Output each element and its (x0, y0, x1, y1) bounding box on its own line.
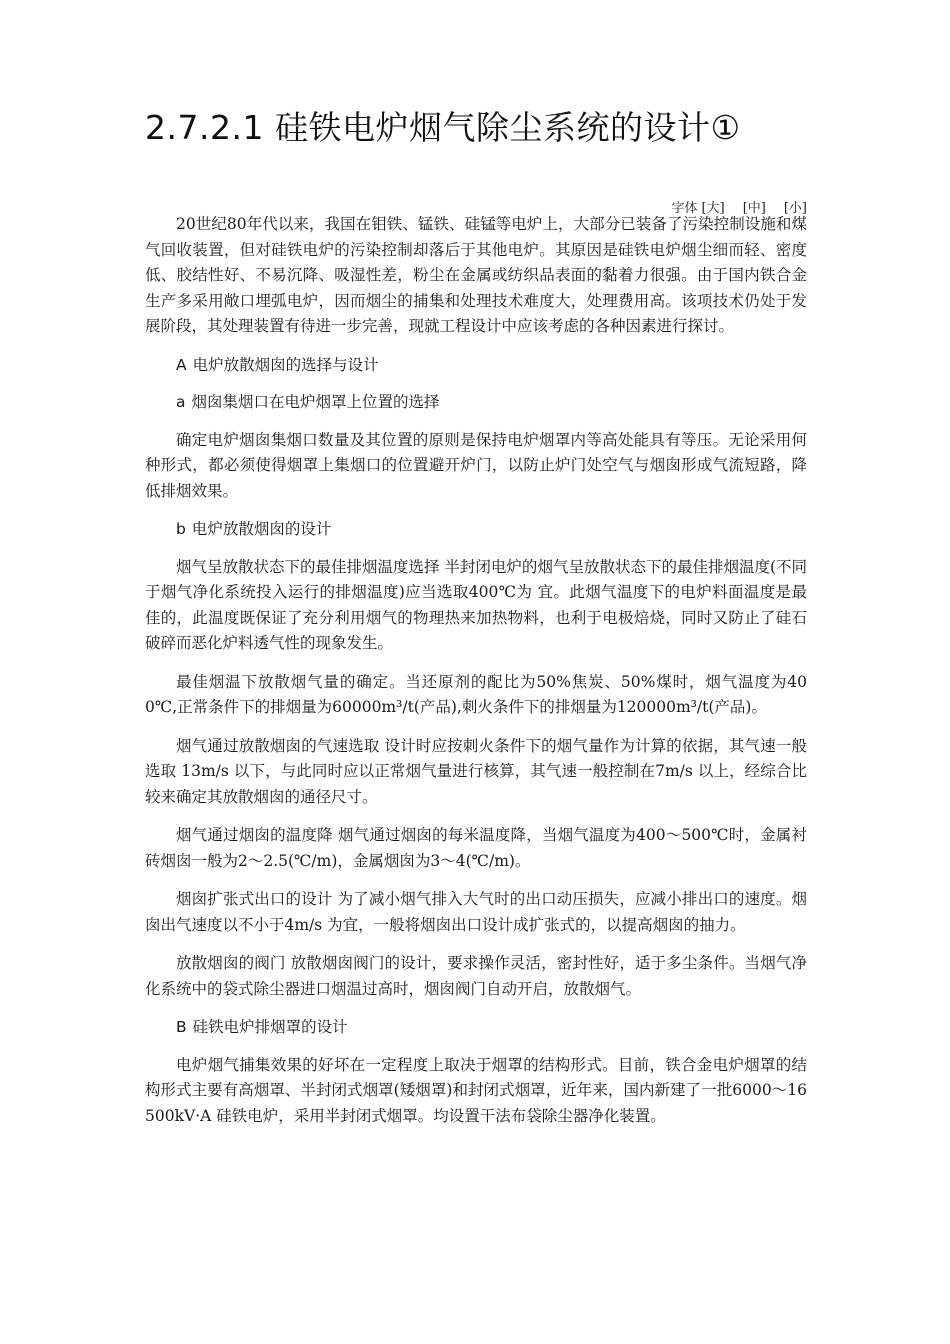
paragraph-exhaust-volume: 最佳烟温下放散烟气量的确定。当还原剂的配比为50%焦炭、50%煤时，烟气温度为400℃,正常条件下的排烟量为60000m³/t(产品),刺火条件下的排烟量为120000m³/t(产品)。 (145, 672, 807, 716)
subsection-mark: a (176, 393, 186, 411)
font-size-medium-link[interactable]: [中] (742, 201, 766, 216)
section-heading-text: 硅铁电炉排烟罩的设计 (192, 1018, 348, 1036)
article-body (145, 212, 807, 1142)
subsection-mark: b (176, 520, 186, 538)
font-size-large-link[interactable]: [大] (701, 201, 725, 216)
font-size-small-link[interactable]: [小] (783, 201, 807, 216)
section-heading-A (145, 353, 807, 379)
paragraph-collector-position: 确定电炉烟囱集烟口数量及其位置的原则是保持电炉烟罩内等高处能具有等压。无论采用何种形式，都必须使得烟罩上集烟口的位置避开炉门，以防止炉门处空气与烟囱形成气流短路，降低排烟效果。 (145, 430, 807, 500)
font-size-label: 字体 (671, 201, 698, 216)
paragraph-hood-design: 电炉烟气捕集效果的好坏在一定程度上取决于烟罩的结构形式。目前，铁合金电炉烟罩的结构形式主要有高烟罩、半封闭式烟罩(矮烟罩)和封闭式烟罩，近年来，国内新建了一批6000～16500kV·A 硅铁电炉，采用半封闭式烟罩。均设置干法布袋除尘器净化装置。 (145, 1055, 807, 1125)
paragraph-stack-valve: 放散烟囱的阀门 放散烟囱阀门的设计，要求操作灵活，密封性好，适于多尘条件。当烟气净化系统中的袋式除尘器进口烟温过高时，烟囱阀门自动开启，放散烟气。 (145, 954, 807, 998)
subsection-heading-text: 烟囱集烟口在电炉烟罩上位置的选择 (191, 393, 440, 411)
paragraph-exhaust-temperature: 烟气呈放散状态下的最佳排烟温度选择 半封闭电炉的烟气呈放散状态下的最佳排烟温度(不同于烟气净化系统投入运行的排烟温度)应当选取400℃为 宜。此烟气温度下的电炉料面温度是最佳的，此温度既保证了充分利用烟气的物理热来加热物料，也利于电极焙烧，同时又防止了硅石破碎而恶化炉料透气性的现象发生。 (145, 557, 807, 652)
paragraph-gas-velocity: 烟气通过放散烟囱的气速选取 设计时应按刺火条件下的烟气量作为计算的依据，其气速一般选取 13m/s 以下，与此同时应以正常烟气量进行核算，其气速一般控制在7m/s 以上，经综合比较来确定其放散烟囱的通径尺寸。 (145, 736, 807, 806)
subsection-heading-a (145, 390, 807, 416)
subsection-heading-b (145, 517, 807, 543)
subsection-heading-text: 电炉放散烟囱的设计 (191, 520, 332, 538)
paragraph-flared-outlet: 烟囱扩张式出口的设计 为了减小烟气排入大气时的出口动压损失，应减小排出口的速度。烟囱出气速度以不小于4m/s 为宜，一般将烟囱出口设计成扩张式的，以提高烟囱的抽力。 (145, 890, 807, 934)
section-mark: A (176, 355, 187, 374)
section-mark: B (176, 1018, 187, 1036)
section-heading-text: 电炉放散烟囱的选择与设计 (192, 355, 379, 374)
article-title: 2.7.2.1 硅铁电炉烟气除尘系统的设计① (145, 108, 741, 147)
paragraph-intro: 20世纪80年代以来，我国在钼铁、锰铁、硅锰等电炉上，大部分已装备了污染控制设施和煤气回收装置，但对硅铁电炉的污染控制却落后于其他电炉。其原因是硅铁电炉烟尘细而轻、密度低、胶结性好、不易沉降、吸湿性差，粉尘在金属或纺织品表面的黏着力很强。由于国内铁合金生产多采用敞口埋弧电炉，因而烟尘的捕集和处理技术难度大，处理费用高。该项技术仍处于发展阶段，其处理装置有待进一步完善，现就工程设计中应该考虑的各种因素进行探讨。 (145, 215, 807, 335)
paragraph-temperature-drop: 烟气通过烟囱的温度降 烟气通过烟囱的每米温度降，当烟气温度为400～500℃时，金属衬砖烟囱一般为2～2.5(℃/m)，金属烟囱为3～4(℃/m)。 (145, 826, 807, 870)
section-heading-B (145, 1015, 807, 1041)
